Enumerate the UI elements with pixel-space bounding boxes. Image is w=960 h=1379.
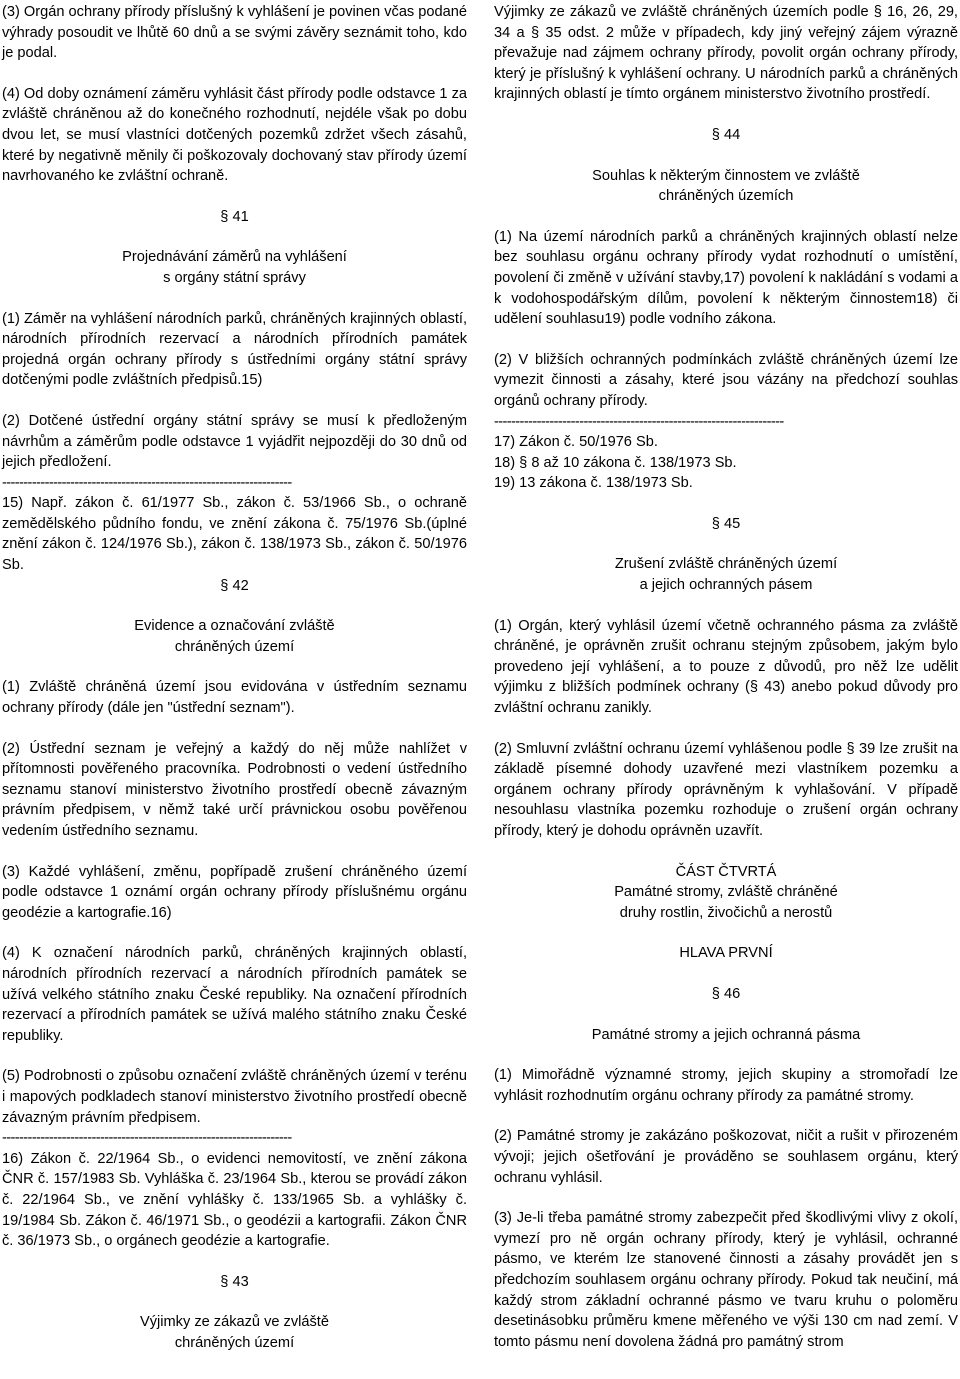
left-column <box>2 2 467 1353</box>
footnote-divider: -------------------------------------------------------------------- <box>2 1130 292 1147</box>
paragraph: (2) Smluvní zvláštní ochranu území vyhlášenou podle § 39 lze zrušit na základě písemné dohody uzavřené mezi vlastníkem pozemku a orgánem ochrany přírody oprávněným k vyhlašování. V případě nesouhlasu vlastníka pozemku rozhoduje o zrušení orgán ochrany přírody, který je dohodu oprávněn uzavřít. <box>494 740 958 839</box>
part-title: Památné stromy, zvláště chráněné <box>614 884 838 901</box>
paragraph: (2) V bližších ochranných podmínkách zvláště chráněných území lze vymezit činnosti a zásahy, které jsou vázány na předchozí souhlas orgánů ochrany přírody. <box>494 351 958 409</box>
section-title: Evidence a označování zvláště <box>134 618 335 635</box>
section-number-44: § 44 <box>711 126 741 143</box>
paragraph: (4) K označení národních parků, chráněných krajinných oblastí, národních přírodních rezervací a národních přírodních památek se užívá velkého státního znaku České republiky. Na označení přírodních rezervací a přírodních památek se užívá malého státního znaku České republiky. <box>2 945 467 1044</box>
section-number-41: § 41 <box>220 208 249 225</box>
part-title: druhy rostlin, živočichů a nerostů <box>619 904 833 921</box>
section-title: s orgány státní správy <box>163 269 306 286</box>
footnote-divider: -------------------------------------------------------------------- <box>2 474 292 491</box>
chapter-heading: HLAVA PRVNÍ <box>679 945 773 962</box>
paragraph: (3) Každé vyhlášení, změnu, popřípadě zrušení chráněného území podle odstavce 1 oznámí orgán ochrany přírody příslušnému orgánu geodézie a kartografie.16) <box>2 863 467 921</box>
footnote: 19) 13 zákona č. 138/1973 Sb. <box>494 475 693 492</box>
section-title: Projednávání záměrů na vyhlášení <box>122 249 347 266</box>
paragraph: (1) Zvláště chráněná území jsou evidována v ústředním seznamu ochrany přírody (dále jen "ústřední seznam"). <box>2 679 467 717</box>
paragraph: (2) Ústřední seznam je veřejný a každý do něj může nahlížet v přítomnosti pověřeného pracovníka. Podrobnosti o vedení ústředního seznamu stanoví ministerstvo životního prostředí obecně závazným právním předpisem, v němž také určí právnickou osobu pověřenou vedením ústředního seznamu. <box>2 740 467 839</box>
section-number-42: § 42 <box>220 577 249 594</box>
paragraph: (5) Podrobnosti o způsobu označení zvláště chráněných území v terénu i mapových podkladech stanoví ministerstvo životního prostředí obecně závazným právním předpisem. <box>2 1068 467 1126</box>
section-title: chráněných území <box>174 1334 295 1351</box>
paragraph: (3) Orgán ochrany přírody příslušný k vyhlášení je povinen včas podané výhrady posoudit ve lhůtě 60 dnů a se svými závěry seznámit toho, kdo je podal. <box>2 4 467 62</box>
paragraph: (1) Mimořádně významné stromy, jejich skupiny a stromořadí lze vyhlásit rozhodnutím orgánu ochrany přírody za památné stromy. <box>494 1067 958 1104</box>
section-title: Výjimky ze zákazů ve zvláště <box>140 1314 329 1331</box>
paragraph: (4) Od doby oznámení záměru vyhlásit část přírody podle odstavce 1 za zvláště chráněnou až do konečného rozhodnutí, nejdéle však po dobu dvou let, se musí vlastníci dotčených pozemků zdržet všech zásahů, které by negativně měnily či poškozovaly dochovaný stav přírody území navrhovaného ke zvláštní ochraně. <box>2 85 467 185</box>
section-number-43: § 43 <box>220 1273 249 1290</box>
paragraph: (3) Je-li třeba památné stromy zabezpečit před škodlivými vlivy z okolí, vymezí pro ně orgán ochrany přírody, který je vyhlásil, ochranné pásmo, ve kterém lze stanovené činnosti a zásahy provádět jen s předchozím souhlasem orgánu ochrany přírody. Pokud tak neučiní, má každý strom základní ochranné pásmo ve tvaru kruhu o poloměru desetinásobku průměru kmene měřeného ve výši 130 cm nad zemí. V tomto pásmu není dovolena žádná pro památný strom <box>494 1210 958 1350</box>
section-title: chráněných území <box>174 638 295 655</box>
part-heading: ČÁST ČTVRTÁ <box>675 863 777 880</box>
paragraph: (2) Památné stromy je zakázáno poškozovat, ničit a rušit v přirozeném vývoji; jejich ošetřování je prováděno se souhlasem orgánu, který ochranu vyhlásil. <box>494 1128 958 1186</box>
section-title: Zrušení zvláště chráněných území <box>614 556 838 573</box>
section-number-45: § 45 <box>711 515 741 532</box>
paragraph: (2) Dotčené ústřední orgány státní správy se musí k předloženým návrhům a záměrům podle odstavce 1 vyjádřit nejpozději do 30 dnů od jejich předložení. <box>2 412 467 471</box>
footnote: 16) Zákon č. 22/1964 Sb., o evidenci nemovitostí, ve znění zákona ČNR č. 157/1983 Sb. Vyhláška č. 23/1964 Sb., kterou se provádí zákon č. 22/1964 Sb., ve znění vyhlášky č. 133/1965 Sb. a vyhlášky č. 19/1984 Sb. Zákon č. 46/1971 Sb., o geodézii a kartografii. Zákon ČNR č. 36/1973 Sb., o orgánech geodézie a kartografie. <box>2 1150 467 1250</box>
section-title: chráněných územích <box>658 188 794 205</box>
footnote: 17) Zákon č. 50/1976 Sb. <box>494 434 658 451</box>
footnote: 15) Např. zákon č. 61/1977 Sb., zákon č. 53/1966 Sb., o ochraně zemědělského půdního fondu, ve znění zákona č. 75/1976 Sb.(úplné znění zákon č. 124/1976 Sb.), zákon č. 138/1973 Sb., zákon č. 50/1976 Sb. <box>2 495 467 574</box>
section-title: a jejich ochranných pásem <box>639 577 813 594</box>
paragraph: (1) Na území národních parků a chráněných krajinných oblastí nelze bez souhlasu orgánu ochrany přírody vydat rozhodnutí o umístění, povolení či změně v užívání stavby,17) povolení k nakládání s vodami a k vodohospodářským dílům, povolení k některým činnostem18) či udělení souhlasu19) podle vodního zákona. <box>494 228 958 328</box>
footnote-divider: -------------------------------------------------------------------- <box>494 413 784 430</box>
footnote: 18) § 8 až 10 zákona č. 138/1973 Sb. <box>494 454 737 471</box>
paragraph: (1) Orgán, který vyhlásil území včetně ochranného pásma za zvláště chráněné, je oprávněn zrušit ochranu stejným způsobem, jakým bylo provedeno její vyhlášení, a to pouze z důvodů, pro něž lze udělit výjimku z bližších podmínek ochrany (§ 43) anebo pokud důvody pro zvláštní ochranu zanikly. <box>494 617 958 717</box>
section-title: Souhlas k některým činnostem ve zvláště <box>592 167 860 184</box>
paragraph: Výjimky ze zákazů ve zvláště chráněných územích podle § 16, 26, 29, 34 a § 35 odst. 2 může v případech, kdy jiný veřejný zájem výrazně převažuje nad zájmem ochrany přírody, povolit orgán ochrany přírody, který je příslušný k vyhlášení ochrany. U národních parků a chráněných krajinných oblastí je tímto orgánem ministerstvo životního prostředí. <box>494 4 958 103</box>
section-number-46: § 46 <box>711 985 741 1002</box>
right-column <box>494 2 958 1352</box>
section-title: Památné stromy a jejich ochranná pásma <box>591 1026 861 1043</box>
paragraph: (1) Záměr na vyhlášení národních parků, chráněných krajinných oblastí, národních přírodních rezervací a národních přírodních památek projedná orgán ochrany přírody s ústředními orgány státní správy dotčenými podle zvláštních předpisů.15) <box>2 310 467 389</box>
